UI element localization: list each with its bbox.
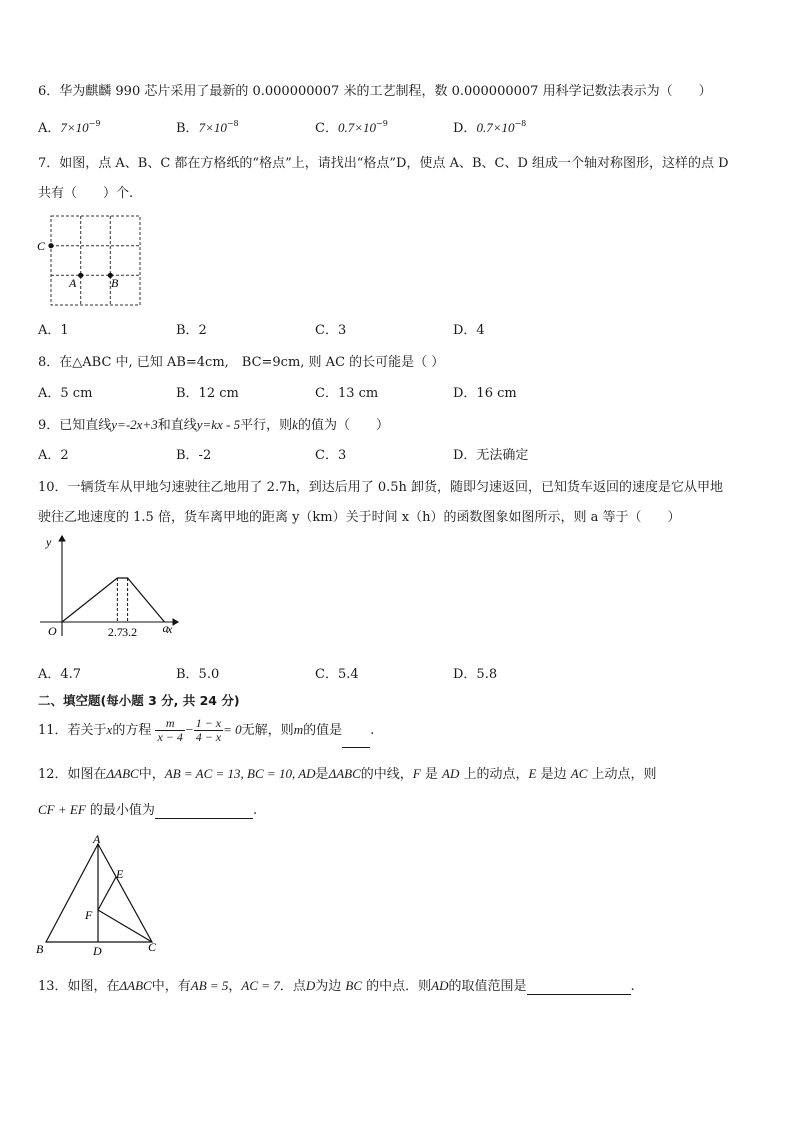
x-label: x bbox=[167, 622, 173, 636]
option-label: D． bbox=[453, 121, 477, 136]
q8-option-d[interactable]: D．16 cm bbox=[453, 386, 517, 401]
q12-text-e: 是 bbox=[424, 767, 438, 782]
q12-stem-line2 bbox=[38, 802, 257, 819]
q12-tri1: ΔABC bbox=[106, 766, 139, 781]
q10-stem-line2: 驶往乙地速度的 1.5 倍，货车离甲地的距离 y（km）关于时间 x（h）的函数图象如图所示，则 a 等于（ ） bbox=[38, 510, 681, 525]
point-a bbox=[78, 273, 83, 278]
option-base: 0.7×10 bbox=[337, 120, 376, 135]
q9-text-d: 的值为（ ） bbox=[297, 418, 389, 433]
q13-text-a: 13．如图，在 bbox=[38, 979, 120, 994]
q9-eq1: y=-2x+3 bbox=[111, 417, 158, 432]
tick-3-2: 3.2 bbox=[122, 625, 138, 639]
q8-option-c[interactable]: C．13 cm bbox=[315, 386, 379, 401]
graph-polyline bbox=[62, 578, 165, 622]
q12-text-j: 的最小值为 bbox=[89, 803, 155, 818]
q12-stem-line1 bbox=[38, 766, 657, 783]
q9-eq2: y=kx - 5 bbox=[196, 417, 241, 432]
option-base: 0.7×10 bbox=[476, 120, 515, 135]
q10-option-b[interactable]: B．5.0 bbox=[176, 667, 220, 682]
q13-var-d: D bbox=[305, 978, 316, 993]
q9-option-d[interactable]: D．无法确定 bbox=[453, 448, 529, 463]
segment-fe bbox=[98, 877, 116, 910]
q7-option-a[interactable]: A．1 bbox=[38, 323, 69, 338]
q11-text-e: . bbox=[370, 723, 375, 738]
q13-var-ad: AD bbox=[431, 978, 449, 993]
grid-border bbox=[51, 216, 140, 305]
q12-text-c: 是 bbox=[315, 767, 329, 782]
q13-text-b: 中，有 bbox=[151, 979, 191, 994]
label-a: A bbox=[69, 276, 77, 290]
option-exp: −9 bbox=[375, 119, 388, 128]
q6-option-c[interactable] bbox=[315, 120, 388, 137]
q9-option-a[interactable]: A．2 bbox=[38, 448, 69, 463]
q13-text-e: 为边 bbox=[315, 979, 342, 994]
option-label: C． bbox=[315, 121, 338, 136]
q7-option-b[interactable]: B．2 bbox=[176, 323, 207, 338]
label-f: F bbox=[85, 908, 93, 922]
q9-option-b[interactable]: B．-2 bbox=[176, 448, 212, 463]
q13-text-f: 的中点．则 bbox=[366, 979, 432, 994]
q12-text-a: 12．如图在 bbox=[38, 767, 107, 782]
q12-answer-blank[interactable] bbox=[155, 805, 253, 819]
q12-text-b: 中， bbox=[138, 767, 165, 782]
label-a: A bbox=[93, 832, 101, 846]
q13-stem bbox=[38, 978, 635, 995]
q12-text-h: 是边 bbox=[540, 767, 567, 782]
option-base: 7×10 bbox=[60, 120, 89, 135]
label-b: B bbox=[111, 276, 119, 290]
option-base: 7×10 bbox=[198, 120, 227, 135]
q11-var-m: m bbox=[293, 722, 304, 737]
q12-var-e: E bbox=[528, 766, 537, 781]
q9-option-c[interactable]: C．3 bbox=[315, 448, 347, 463]
frac2-numerator: 1 − x bbox=[195, 716, 222, 730]
q8-option-b[interactable]: B．12 cm bbox=[176, 386, 239, 401]
option-label: A． bbox=[38, 121, 61, 136]
q13-text-g: 的取值范围是 bbox=[448, 979, 527, 994]
option-exp: −9 bbox=[88, 119, 101, 128]
q7-option-c[interactable]: C．3 bbox=[315, 323, 347, 338]
q13-text-c: ， bbox=[228, 979, 242, 994]
q12-condition: AB = AC = 13, BC = 10, AD bbox=[164, 766, 316, 781]
q13-text-d: ．点 bbox=[279, 979, 306, 994]
q6-option-a[interactable] bbox=[38, 120, 100, 137]
q12-var-ac: AC bbox=[570, 766, 588, 781]
q11-fraction-2 bbox=[194, 717, 223, 744]
q7-stem-line2: 共有（ ）个. bbox=[38, 186, 134, 201]
frac1-denominator: x − 4 bbox=[157, 730, 183, 744]
q7-stem-line1: 7．如图，点 A、B、C 都在方格纸的“格点”上，请找出“格点”D，使点 A、B、C、D 组成一个轴对称图形，这样的点 D bbox=[38, 156, 729, 171]
q12-text-k: . bbox=[252, 803, 258, 818]
q13-text-h: . bbox=[630, 979, 635, 994]
q12-var-f: F bbox=[412, 766, 421, 781]
triangle-abc bbox=[46, 844, 152, 942]
option-exp: −8 bbox=[514, 119, 527, 128]
q12-triangle-figure bbox=[30, 830, 170, 958]
q9-stem bbox=[38, 417, 389, 434]
q11-minus: − bbox=[184, 722, 194, 737]
q6-option-d[interactable] bbox=[453, 120, 526, 137]
q6-option-b[interactable] bbox=[176, 120, 239, 137]
q11-text-b: 的方程 bbox=[112, 723, 152, 738]
q11-equals-zero: = 0 bbox=[223, 722, 242, 737]
option-label: B． bbox=[176, 121, 199, 136]
label-e: E bbox=[116, 867, 124, 881]
y-label: y bbox=[46, 535, 52, 549]
q11-text-a: 11．若关于 bbox=[38, 723, 107, 738]
q10-function-graph bbox=[36, 532, 181, 642]
q12-var-ad: AD bbox=[442, 766, 460, 781]
section2-title: 二、填空题(每小题 3 分, 共 24 分) bbox=[38, 693, 240, 708]
label-c: C bbox=[37, 239, 46, 253]
frac2-denominator: 4 − x bbox=[195, 730, 222, 744]
q11-stem bbox=[38, 713, 374, 748]
q11-text-d: 的值是 bbox=[303, 723, 343, 738]
q9-text-c: 平行，则 bbox=[240, 418, 293, 433]
q12-text-d: 的中线， bbox=[360, 767, 413, 782]
label-b: B bbox=[36, 942, 44, 956]
q12-expression: CF + EF bbox=[38, 802, 86, 817]
q11-answer-blank[interactable] bbox=[342, 734, 370, 748]
q8-stem: 8．在△ABC 中, 已知 AB=4cm, BC=9cm, 则 AC 的长可能是（ ） bbox=[38, 355, 445, 370]
q9-text-a: 9．已知直线 bbox=[38, 418, 112, 433]
q11-text-c: 无解，则 bbox=[241, 723, 294, 738]
grid-lines bbox=[51, 216, 140, 305]
q10-option-d[interactable]: D．5.8 bbox=[453, 667, 498, 682]
q11-var-x: x bbox=[106, 722, 113, 737]
label-c: C bbox=[148, 940, 157, 954]
q12-text-i: 上动点，则 bbox=[591, 767, 657, 782]
q6-stem: 6．华为麒麟 990 芯片采用了最新的 0.000000007 米的工艺制程，数 0.000000007 用科学记数法表示为（ ） bbox=[38, 84, 712, 99]
frac1-numerator: m bbox=[155, 717, 184, 731]
q12-text-g: 上的动点， bbox=[463, 767, 529, 782]
tick-2-7: 2.7 bbox=[107, 625, 123, 639]
q8-option-a[interactable]: A．5 cm bbox=[38, 386, 93, 401]
q9-text-b: 和直线 bbox=[157, 418, 197, 433]
point-c bbox=[48, 243, 53, 248]
q10-stem-line1: 10．一辆货车从甲地匀速驶往乙地用了 2.7h，到达后用了 0.5h 卸货，随即匀速返回，已知货车返回的速度是它从甲地 bbox=[38, 480, 724, 495]
q13-tri: ΔABC bbox=[119, 978, 152, 993]
option-exp: −8 bbox=[226, 119, 239, 128]
q13-ac: AC = 7 bbox=[241, 978, 280, 993]
label-d: D bbox=[93, 944, 102, 958]
q10-option-a[interactable]: A．4.7 bbox=[38, 667, 82, 682]
q13-var-bc: BC bbox=[345, 978, 362, 993]
q10-option-c[interactable]: C．5.4 bbox=[315, 667, 359, 682]
origin-label: O bbox=[48, 624, 57, 638]
segment-fc bbox=[98, 910, 152, 942]
q11-fraction-1 bbox=[155, 717, 184, 744]
q7-grid-figure bbox=[34, 212, 146, 308]
q9-k: k bbox=[292, 417, 298, 432]
q12-tri2: ΔABC bbox=[328, 766, 361, 781]
q13-ab: AB = 5 bbox=[190, 978, 229, 993]
q7-option-d[interactable]: D．4 bbox=[453, 323, 485, 338]
tick-a: a bbox=[162, 621, 169, 635]
q13-answer-blank[interactable] bbox=[527, 981, 631, 995]
